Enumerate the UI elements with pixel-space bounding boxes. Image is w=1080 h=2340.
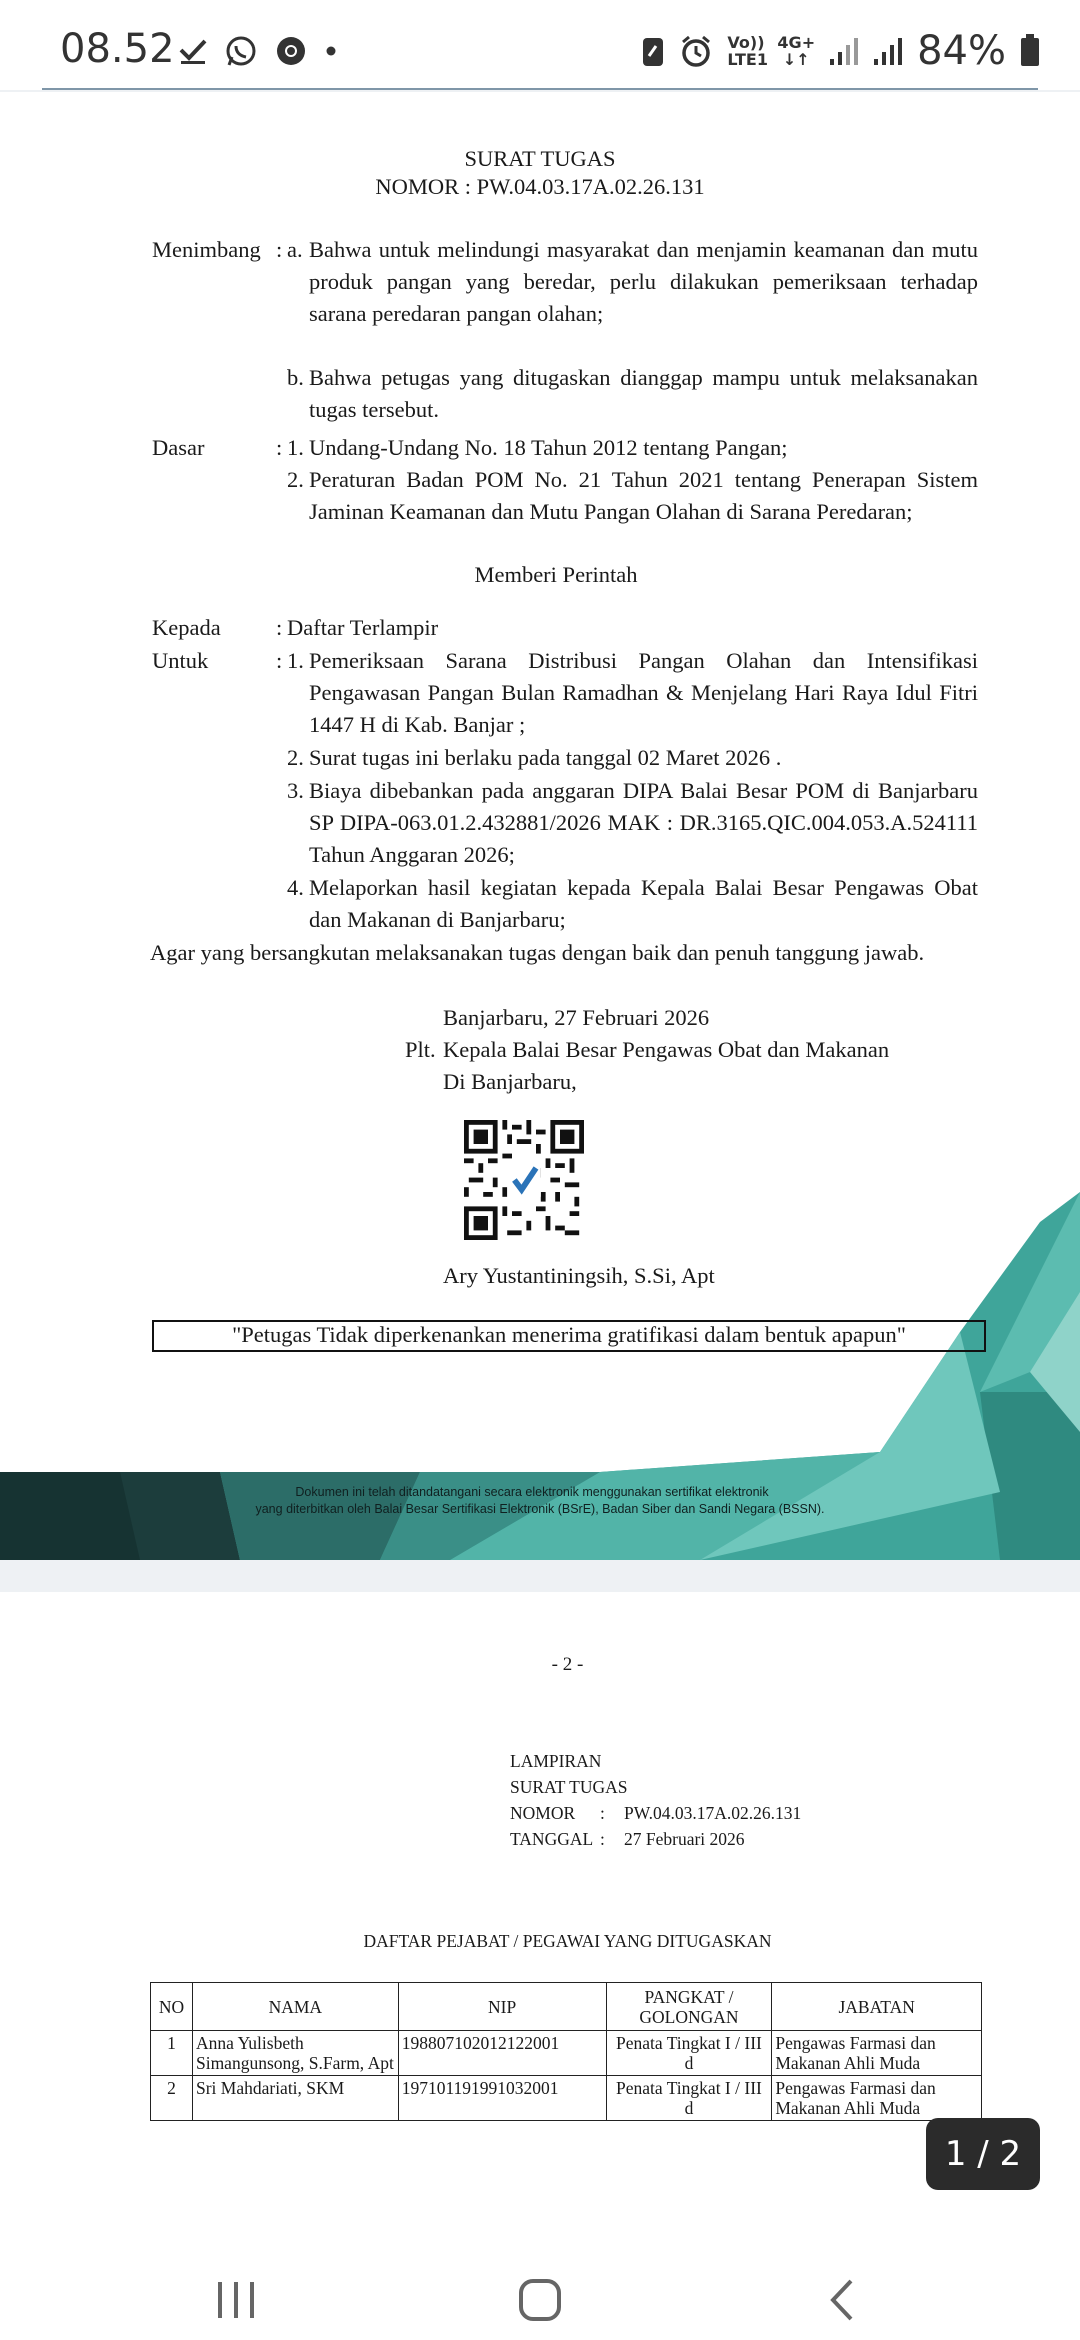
back-button[interactable] xyxy=(812,2274,872,2326)
item-number: a. xyxy=(287,237,303,262)
menimbang-item-a: Bahwa untuk melindungi masyarakat dan menjamin keamanan dan mutu produk pangan yang beredar, perlu dilakukan pemeriksaan terhadap sarana peredaran pangan olahan; xyxy=(309,237,978,326)
navigation-bar xyxy=(0,2260,1080,2340)
column-header: PANGKAT / GOLONGAN xyxy=(606,1983,772,2031)
untuk-item-1: Pemeriksaan Sarana Distribusi Pangan Olahan dan Intensifikasi Pengawasan Pangan Bulan Ramadhan & Menjelang Hari Raya Idul Fitri 1447 H di Kab. Banjar ; xyxy=(309,648,978,737)
cell-nip: 197101191991032001 xyxy=(398,2076,606,2121)
cell-jabatan: Pengawas Farmasi dan Makanan Ahli Muda xyxy=(772,2031,982,2076)
column-header: NO xyxy=(151,1983,193,2031)
kepada-value: Daftar Terlampir xyxy=(287,615,439,640)
home-icon xyxy=(517,2277,563,2323)
chrome-icon xyxy=(274,34,308,68)
list-title: DAFTAR PEJABAT / PEGAWAI YANG DITUGASKAN xyxy=(363,1931,772,1951)
tanggal-separator: : xyxy=(600,1829,605,1849)
label-untuk: Untuk xyxy=(152,648,209,673)
menimbang-item-b: Bahwa petugas yang ditugaskan dianggap mampu untuk melaksanakan tugas tersebut. xyxy=(309,365,978,422)
colon: : xyxy=(276,648,283,673)
memberi-perintah: Memberi Perintah xyxy=(474,562,638,587)
doc-title: SURAT TUGAS xyxy=(464,146,616,171)
nomor-value: PW.04.03.17A.02.26.131 xyxy=(624,1803,802,1823)
lampiran-label: LAMPIRAN xyxy=(510,1751,602,1771)
document-page-2[interactable] xyxy=(0,1592,1080,2260)
label-dasar: Dasar xyxy=(152,435,205,460)
notification-icons xyxy=(178,34,338,68)
battery-saver-icon xyxy=(641,34,665,68)
signature-qr-code xyxy=(464,1120,584,1240)
item-number: b. xyxy=(287,365,304,390)
cell-nama: Anna Yulisbeth Simangunsong, S.Farm, Apt xyxy=(192,2031,398,2076)
label-kepada: Kepada xyxy=(152,615,221,640)
signer-title: Kepala Balai Besar Pengawas Obat dan Makanan xyxy=(443,1037,890,1062)
colon: : xyxy=(276,615,283,640)
cell-nip: 198807102012122001 xyxy=(398,2031,606,2076)
cell-no: 1 xyxy=(151,2031,193,2076)
table-header-row xyxy=(151,1983,982,2031)
colon: : xyxy=(276,435,283,460)
cell-nama: Sri Mahdariati, SKM xyxy=(192,2076,398,2121)
cell-jabatan: Pengawas Farmasi dan Makanan Ahli Muda xyxy=(772,2076,982,2121)
page-indicator: 1 / 2 xyxy=(926,2118,1040,2190)
recent-apps-icon xyxy=(214,2280,258,2320)
signer-place: Di Banjarbaru, xyxy=(443,1069,577,1094)
plt-label: Plt. xyxy=(405,1037,436,1062)
network-type-label: 4G+ ↓↑ xyxy=(777,33,816,69)
battery-percent: 84% xyxy=(917,28,1006,74)
download-done-icon xyxy=(178,36,208,66)
place-date: Banjarbaru, 27 Februari 2026 xyxy=(443,1005,710,1030)
closing-paragraph: Agar yang bersangkutan melaksanakan tugas dengan baik dan penuh tanggung jawab. xyxy=(150,940,925,965)
cell-pangkat: Penata Tingkat I / III d xyxy=(606,2031,772,2076)
surat-tugas-label: SURAT TUGAS xyxy=(510,1777,628,1797)
recent-apps-button[interactable] xyxy=(206,2274,266,2326)
status-right xyxy=(641,28,1040,74)
whatsapp-icon xyxy=(224,34,258,68)
gratifikasi-notice: "Petugas Tidak diperkenankan menerima gratifikasi dalam bentuk apapun" xyxy=(152,1320,986,1352)
item-number: 1. xyxy=(287,648,304,673)
item-number: 3. xyxy=(287,778,304,803)
signal-icon-2 xyxy=(873,35,903,67)
dot-icon xyxy=(324,44,338,58)
column-header: JABATAN xyxy=(772,1983,982,2031)
status-divider xyxy=(42,88,1038,90)
doc-number: NOMOR : PW.04.03.17A.02.26.131 xyxy=(375,174,705,199)
untuk-item-3: Biaya dibebankan pada anggaran DIPA Balai Besar POM di Banjarbaru SP DIPA-063.01.2.432881/2026 MAK : DR.3165.QIC.004.053.A.524111 Tahun Anggaran 2026; xyxy=(309,778,978,867)
esign-footer-line2: yang diterbitkan oleh Balai Besar Sertifikasi Elektronik (BSrE), Badan Siber dan Sandi Negara (BSSN). xyxy=(255,1502,825,1516)
tanggal-label: TANGGAL xyxy=(510,1829,594,1849)
item-number: 4. xyxy=(287,875,304,900)
data-arrows-icon: ↓↑ xyxy=(782,50,810,69)
page-number: - 2 - xyxy=(551,1654,584,1675)
staff-table xyxy=(150,1982,982,2121)
cell-no: 2 xyxy=(151,2076,193,2121)
tanggal-value: 27 Februari 2026 xyxy=(624,1829,745,1849)
status-bar xyxy=(0,0,1080,90)
signal-icon-1 xyxy=(829,35,859,67)
esign-footer-line1: Dokumen ini telah ditandatangani secara elektronik menggunakan sertifikat elektronik xyxy=(295,1485,769,1499)
table-row xyxy=(151,2076,982,2121)
table-row xyxy=(151,2031,982,2076)
untuk-item-4: Melaporkan hasil kegiatan kepada Kepala Balai Besar Pengawas Obat dan Makanan di Banjarbaru; xyxy=(309,875,978,932)
cell-pangkat: Penata Tingkat I / III d xyxy=(606,2076,772,2121)
label-menimbang: Menimbang xyxy=(152,237,261,262)
volte-label: Vo)) LTE1 xyxy=(727,33,768,69)
status-time: 08.52 xyxy=(60,26,175,72)
colon: : xyxy=(276,237,283,262)
nomor-separator: : xyxy=(600,1803,605,1823)
dasar-item-2: Peraturan Badan POM No. 21 Tahun 2021 tentang Penerapan Sistem Jaminan Keamanan dan Mutu Pangan Olahan di Sarana Peredaran; xyxy=(309,467,978,524)
back-icon xyxy=(827,2277,857,2323)
untuk-item-2: Surat tugas ini berlaku pada tanggal 02 Maret 2026 . xyxy=(309,745,782,770)
item-number: 1. xyxy=(287,435,304,460)
battery-icon xyxy=(1020,34,1040,68)
signer-name: Ary Yustantiningsih, S.Si, Apt xyxy=(443,1263,715,1288)
document-page-1[interactable] xyxy=(0,92,1080,1560)
item-number: 2. xyxy=(287,467,304,492)
column-header: NAMA xyxy=(192,1983,398,2031)
item-number: 2. xyxy=(287,745,304,770)
alarm-icon xyxy=(679,34,713,68)
home-button[interactable] xyxy=(510,2274,570,2326)
column-header: NIP xyxy=(398,1983,606,2031)
dasar-item-1: Undang-Undang No. 18 Tahun 2012 tentang Pangan; xyxy=(309,435,788,460)
nomor-label: NOMOR xyxy=(510,1803,576,1823)
